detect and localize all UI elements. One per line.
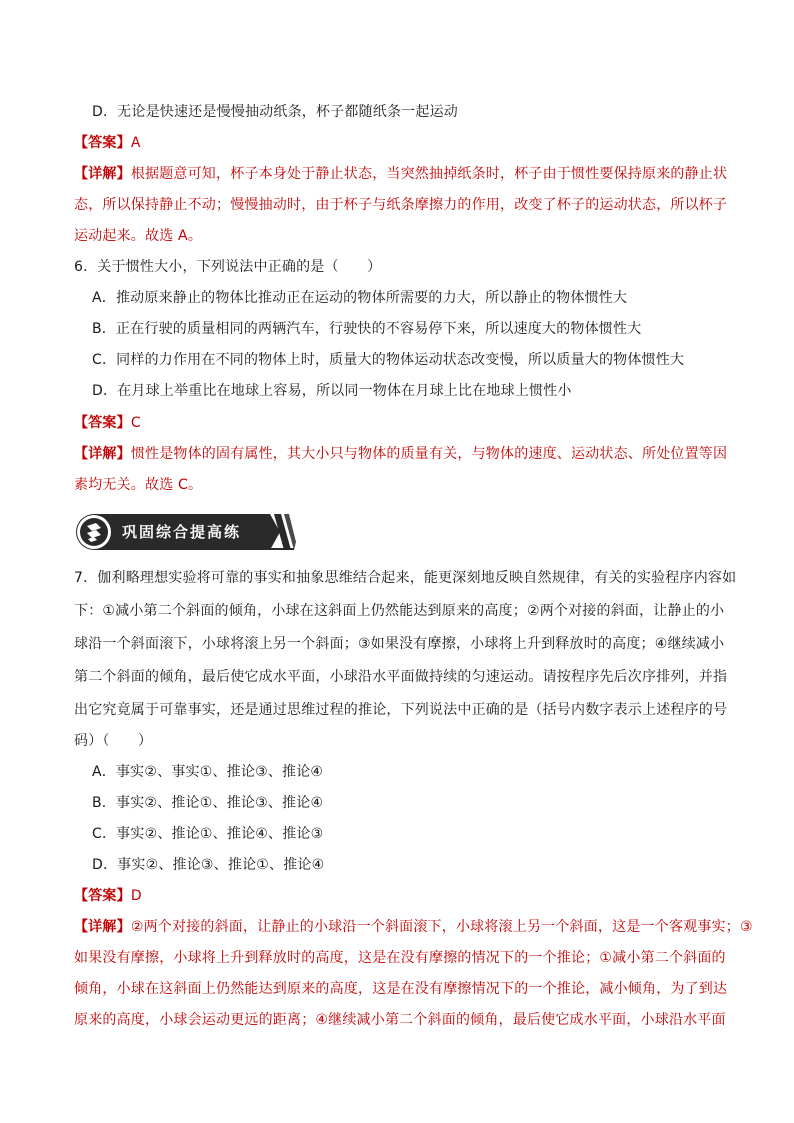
q7-option-c: C．事实②、推论①、推论④、推论③ <box>92 826 324 842</box>
detail-text: 惯性是物体的固有属性，其大小只与物体的质量有关，与物体的速度、运动状态、所处位置等因 <box>130 446 728 462</box>
answer-value: A <box>130 135 141 151</box>
q7-option-d: D．事实②、推论③、推论①、推论④ <box>92 857 325 873</box>
answer-tag: 【答案】 <box>74 415 131 431</box>
q7-stem-line-4: 第二个斜面的倾角，最后使它成水平面，小球沿水平面做持续的匀速运动。请按程序先后次序排列，并指 <box>74 669 728 685</box>
section-badge-icon <box>77 515 111 549</box>
q7-detail-line-4: 原来的高度，小球会运动更远的距离；④继续减小第二个斜面的倾角，最后使它成水平面，小球沿水平面 <box>74 1012 726 1028</box>
q5-detail-line-2: 态，所以保持静止不动；慢慢抽动时，由于杯子与纸条摩擦力的作用，改变了杯子的运动状态，所以杯子 <box>74 197 728 213</box>
q7-stem-line-1: 7．伽利略理想实验将可靠的事实和抽象思维结合起来，能更深刻地反映自然规律，有关的实验程序内容如 <box>74 570 737 586</box>
q6-option-c: C．同样的力作用在不同的物体上时，质量大的物体运动状态改变慢，所以质量大的物体惯性大 <box>92 352 685 368</box>
answer-value: C <box>130 415 141 431</box>
q7-stem-line-6: 码）（ ） <box>74 733 153 749</box>
section-title: 巩固综合提高练 <box>122 523 242 541</box>
q7-option-a: A．事实②、事实①、推论③、推论④ <box>92 764 324 780</box>
q7-option-b: B．事实②、推论①、推论③、推论④ <box>92 795 324 811</box>
q7-answer <box>74 886 142 906</box>
q5-answer <box>74 133 141 153</box>
answer-tag: 【答案】 <box>74 135 131 151</box>
q7-stem-line-3: 球沿一个斜面滚下，小球将滚上另一个斜面；③如果没有摩擦，小球将上升到释放时的高度；④继续减小 <box>74 636 725 652</box>
q6-option-a: A．推动原来静止的物体比推动正在运动的物体所需要的力大，所以静止的物体惯性大 <box>92 290 628 306</box>
answer-value: D <box>130 888 142 904</box>
q6-answer <box>74 413 141 433</box>
answer-tag: 【答案】 <box>74 888 131 904</box>
q5-detail-line-1 <box>74 164 727 184</box>
q6-detail-line-2: 素均无关。故选 C。 <box>74 477 203 493</box>
detail-text: 根据题意可知，杯子本身处于静止状态，当突然抽掉纸条时，杯子由于惯性要保持原来的静止状 <box>130 166 728 182</box>
detail-tag: 【详解】 <box>74 446 131 462</box>
section-banner <box>74 512 296 552</box>
q7-stem-line-2: 下：①减小第二个斜面的倾角，小球在这斜面上仍然能达到原来的高度；②两个对接的斜面，让静止的小 <box>74 603 725 619</box>
detail-text: ②两个对接的斜面，让静止的小球沿一个斜面滚下，小球将滚上另一个斜面，这是一个客观事实；③ <box>130 919 753 935</box>
q6-detail-line-1 <box>74 444 727 464</box>
q6-option-d: D．在月球上举重比在地球上容易，所以同一物体在月球上比在地球上惯性小 <box>92 383 572 399</box>
detail-tag: 【详解】 <box>74 919 131 935</box>
q7-detail-line-3: 倾角，小球在这斜面上仍然能达到原来的高度，这是在没有摩擦情况下的一个推论，减小倾角，为了到达 <box>74 981 728 997</box>
q7-stem-line-5: 出它究竟属于可靠事实，还是通过思维过程的推论，下列说法中正确的是（括号内数字表示上述程序的号 <box>74 702 728 718</box>
q6-option-b: B．正在行驶的质量相同的两辆汽车，行驶快的不容易停下来，所以速度大的物体惯性大 <box>92 321 642 337</box>
q6-stem: 6．关于惯性大小，下列说法中正确的是（ ） <box>74 259 382 275</box>
q5-detail-line-3: 运动起来。故选 A。 <box>74 228 203 244</box>
q7-detail-line-2: 如果没有摩擦，小球将上升到释放时的高度，这是在没有摩擦的情况下的一个推论；①减小第二个斜面的 <box>74 950 726 966</box>
q5-option-d: D．无论是快速还是慢慢抽动纸条，杯子都随纸条一起运动 <box>92 104 458 120</box>
detail-tag: 【详解】 <box>74 166 131 182</box>
q7-detail-line-1 <box>74 917 753 937</box>
